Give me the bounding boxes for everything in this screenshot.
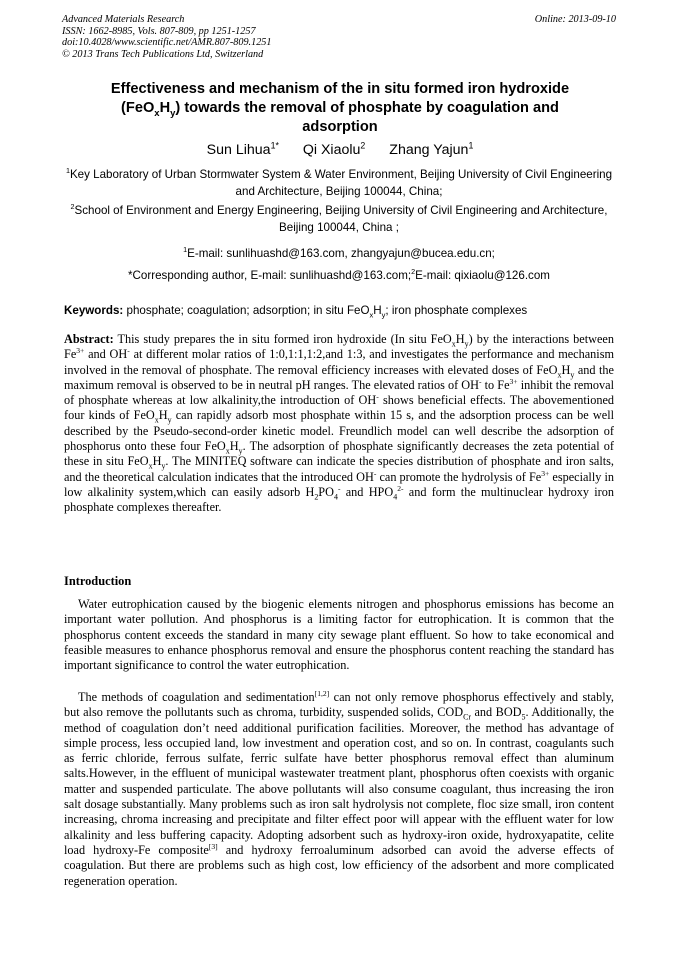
copyright-line: © 2013 Trans Tech Publications Ltd, Switzerland xyxy=(62,48,264,60)
keywords-label: Keywords: xyxy=(64,304,124,317)
title-line-3: adsorption xyxy=(302,119,378,135)
citation-1-2: [1,2] xyxy=(314,688,330,698)
affiliation-1: $^1$Key Laboratory of Urban Stormwater System & Water Environment, Beijing University of Civil Engineering and Architecture, Beijing 100044, China; xyxy=(65,166,613,199)
paper-title xyxy=(70,80,610,137)
corresponding-author: *Corresponding author, E-mail: sunlihuashd@163.com;$^2$E-mail: qixiaolu@126.com xyxy=(128,267,550,282)
doi-line: doi:10.4028/www.scientific.net/AMR.807-809.1251 xyxy=(62,37,272,49)
title-line-1: Effectiveness and mechanism of the in situ formed iron hydroxide xyxy=(110,81,570,97)
abstract-label: Abstract: xyxy=(64,332,114,346)
keywords: Keywords: phosphate; coagulation; adsorption; in situ $FeO_xH_y$; iron phosphate complexes xyxy=(64,304,528,320)
journal-header xyxy=(62,14,271,60)
section-heading-introduction: Introduction xyxy=(64,574,132,588)
issn-line: ISSN: 1662-8985, Vols. 807-809, pp 1251-1257 xyxy=(62,25,256,37)
author-3: Zhang Yajun$^1$ xyxy=(389,140,474,158)
email-line: $^1$E-mail: sunlihuashd@163.com, zhangyajun@bucea.edu.cn; xyxy=(183,245,495,260)
citation-3: [3] xyxy=(208,841,218,851)
journal-name: Advanced Materials Research xyxy=(62,14,185,25)
affiliation-2: $^2$School of Environment and Energy Engineering, Beijing University of Civil Engineering and Architecture, Beijing 100044, China ; xyxy=(70,202,608,235)
intro-paragraph-1: Water eutrophication caused by the biogenic elements nitrogen and phosphorus emissions has become an important water pollution. And phosphorus is a limiting factor for eutrophication. It is common that the phosphorus content exceeds the standard in many city sewage plant effluent. So how to take economical and feasible measures to enhance phosphorus removal and ensure the phosphorus content reaching the standard has important significance to control the water eutrophication. xyxy=(64,597,614,673)
author-list xyxy=(60,142,620,158)
title-line-2: $(FeO_xH_y)$ towards the removal of phosphate by coagulation and xyxy=(121,100,559,119)
author-1: Sun Lihua$^{1*}$ xyxy=(206,140,279,158)
intro-paragraph-2: The methods of coagulation and sedimentation[1,2] can not only remove phosphorus effectively and stably, but also remove the pollutants such as chroma, turbidity, suspended solids, $COD_{Cr}$ and $BOD_5$. Additionally, the method of coagulation don’t need additional purification facilities. Moreover, the method has advantage of simple process, less occupied land, low investment and operation cost, and so on. In contrast, coagulants such as ferric chloride, ferrous sulfate, ferric sulfate have better phosphorus removal effect than aluminum salts.However, in the effluent of municipal wastewater treatment plant, phosphorus often coexists with organic matter and suspended particulate. The above pollutants will also consume coagulant, thus increasing the iron salt dosage substantially. Many problems such as iron salt hydrolysis not complete, floc size small, iron content increasing, chroma increasing and precipitate and filter effect poor will appear with the effluent water for low alkalinity and less buffering capacity. Adopting adsorbent such as hydroxy-iron oxide, hydroxyapatite, celite load hydroxy-Fe composite[3] and hydroxy ferroaluminum adsorbed can avoid the adverse effects of coagulation. But there are problems such as high cost, low efficiency of the adsorbent and more complicated regeneration operation. xyxy=(64,688,614,888)
author-2: Qi Xiaolu$^2$ xyxy=(302,140,366,158)
abstract: Abstract: This study prepares the in situ formed iron hydroxide (In situ $FeO_xH_y$) by the interactions between $Fe^{3+}$ and OH- at different molar ratios of 1:0,1:1,1:2,and 1:3, and investigates the performance and mechanism involved in the removal of phosphate. The removal efficiency increases with elevated doses of $FeO_xH_y$ and the maximum removal is observed to be in neutral pH ranges. The elevated ratios of OH- to $Fe^{3+}$ inhibit the removal of phosphate whereas at low alkalinity,the introduction of OH- shows beneficial effects. The abovementioned four kinds of $FeO_xH_y$ can rapidly adsorb most phosphate within 15 s, and the adsorption process can be well described by the Pseudo-second-order kinetic model. Freundlich model can well describe the adsorption of phosphorus onto these four $FeO_xH_y$. The adsorption of phosphate significantly decreases the zeta potential of these in situ $FeO_xH_y$. The MINITEQ software can indicate the species distribution of phosphate and iron salts, and the theoretical calculation indicates that the introduced OH- can promote the hydrolysis of $Fe^{3+}$ especially in low alkalinity system,which can easily adsorb $H_2PO_4^-$ and $HPO_4^{2-}$ and form the multinuclear hydroxy iron phosphate complexes thereafter. xyxy=(64,332,615,515)
online-date: Online: 2013-09-10 xyxy=(534,14,616,25)
